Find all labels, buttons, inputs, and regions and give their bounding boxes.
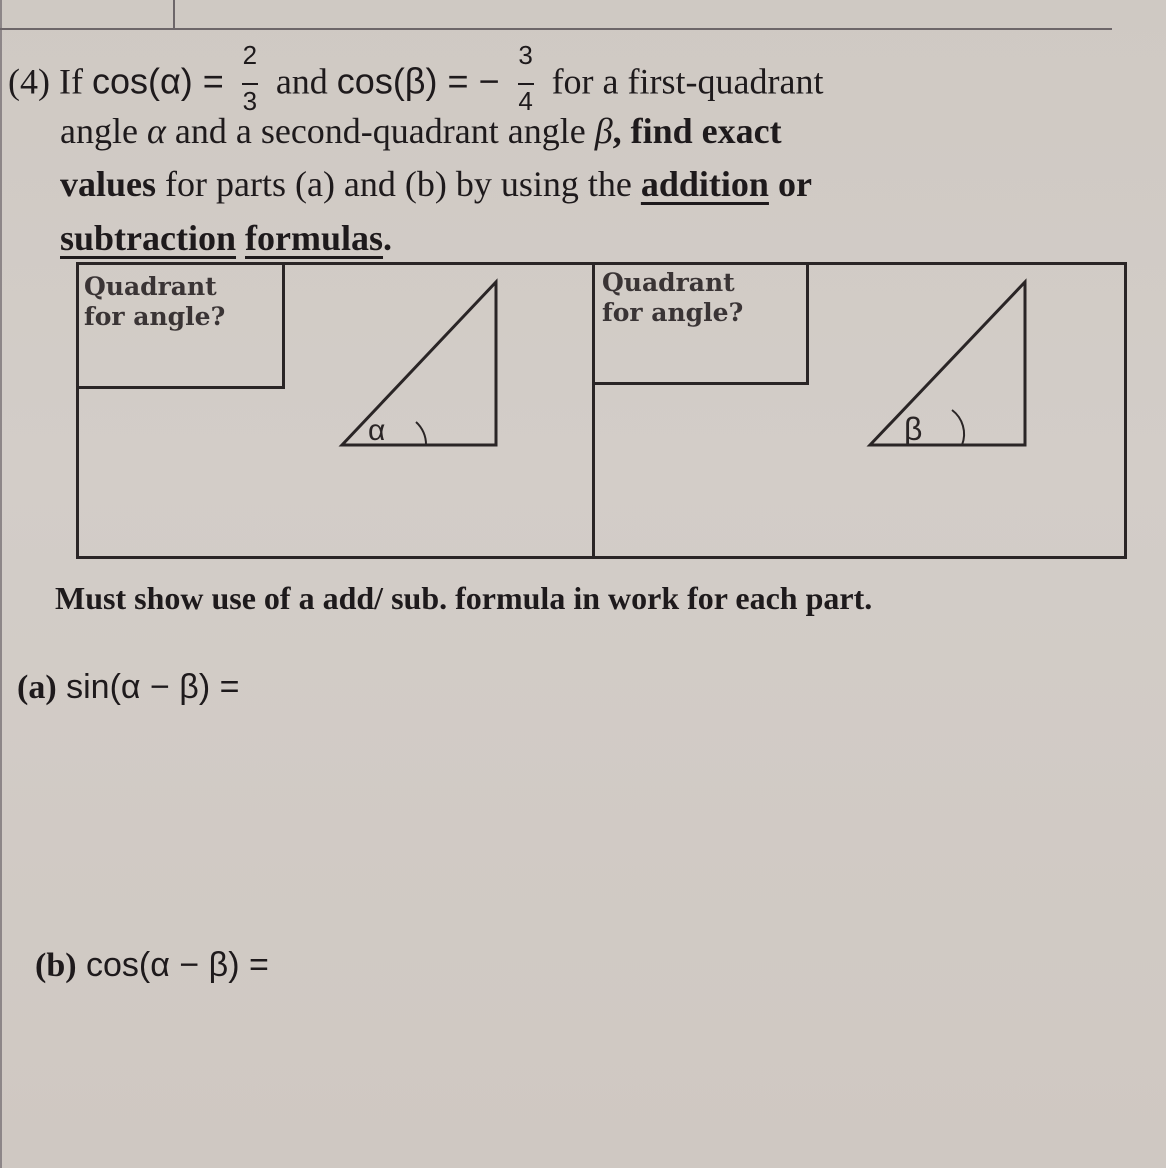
angle-beta-label: β	[904, 411, 923, 447]
question-line-4	[60, 217, 392, 259]
quadrant-label-line2: for angle?	[84, 302, 226, 331]
angle-word: angle	[60, 111, 138, 151]
part-a	[17, 668, 239, 707]
cos-alpha-expr: cos(α) =	[91, 60, 224, 102]
find-exact-text: find exact	[630, 111, 782, 151]
question-line-2	[60, 110, 782, 152]
angle-arc	[952, 410, 964, 445]
cos-beta-expr: cos(β) = −	[336, 60, 500, 102]
subtraction-word: subtraction	[60, 218, 237, 258]
top-rule-line	[0, 28, 1112, 30]
formulas-word: formulas	[245, 218, 384, 258]
quadrant-label-line1: Quadrant	[602, 268, 735, 297]
values-word: values	[60, 164, 157, 204]
alpha-symbol: α	[146, 111, 166, 151]
quadrant-label-beta	[602, 268, 743, 328]
part-b	[35, 946, 269, 985]
beta-symbol: β	[594, 111, 613, 151]
line2-comma: ,	[612, 111, 622, 151]
fraction-denominator: 3	[242, 86, 258, 116]
addition-word: addition	[640, 164, 769, 204]
angle-arc	[416, 422, 426, 445]
quadrant-label-alpha	[84, 272, 225, 332]
triangle-shape	[870, 282, 1025, 445]
triangle-beta	[860, 270, 1040, 460]
top-vertical-rule	[173, 0, 175, 30]
line1-rest: for a first-quadrant	[551, 61, 824, 102]
instruction-text: Must show use of a add/ sub. formula in work for each part.	[55, 580, 873, 616]
triangle-alpha	[330, 270, 510, 460]
question-line-3	[60, 163, 812, 205]
part-a-expr: sin(α − β) =	[66, 668, 240, 706]
part-b-expr: cos(α − β) =	[86, 946, 269, 984]
triangle-shape	[342, 282, 496, 445]
quadrant-label-line1: Quadrant	[84, 272, 217, 301]
line2-mid: and a second-quadrant angle	[174, 111, 586, 151]
if-word: If	[58, 61, 83, 102]
fraction-numerator: 2	[242, 40, 258, 70]
angle-alpha-label: α	[368, 414, 386, 447]
question-number: (4)	[8, 61, 50, 102]
or-word: or	[777, 164, 812, 204]
line3-mid: for parts (a) and (b) by using the	[165, 164, 632, 204]
fraction-bar	[518, 83, 534, 85]
quadrant-label-line2: for angle?	[602, 298, 744, 327]
fraction-denominator: 4	[518, 86, 533, 116]
part-a-label: (a)	[17, 669, 57, 706]
fraction-numerator: 3	[518, 40, 533, 70]
line4-period: .	[383, 218, 393, 258]
part-b-label: (b)	[35, 947, 77, 984]
and-word: and	[275, 61, 328, 102]
fraction-bar	[242, 83, 258, 85]
paper-edge	[0, 0, 2, 1168]
